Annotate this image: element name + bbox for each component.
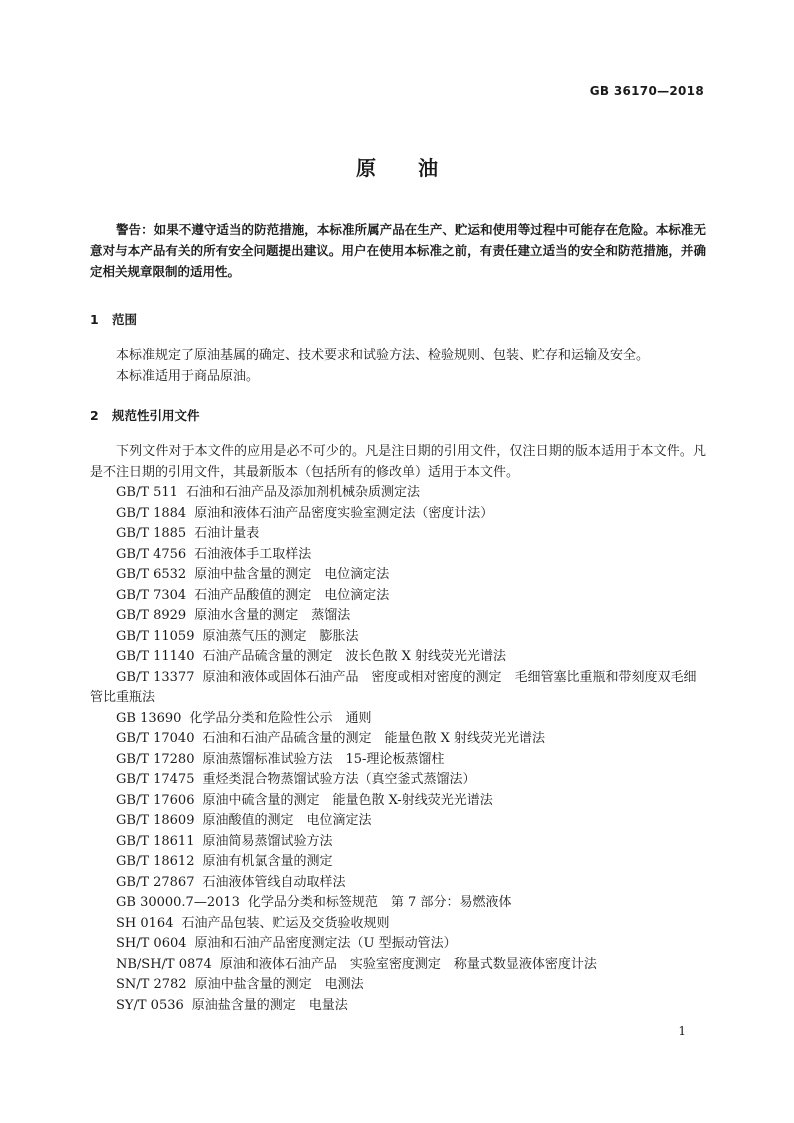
reference-item [90, 791, 706, 812]
reference-item [90, 668, 706, 709]
reference-title: 化学品分类和标签规范 第 7 部分：易燃液体 [247, 895, 512, 910]
reference-code: GB/T 18611 [116, 833, 195, 849]
reference-title: 原油水含量的测定 蒸馏法 [194, 608, 351, 623]
reference-title: 原油盐含量的测定 电量法 [191, 997, 348, 1013]
references-intro-paragraph: 下列文件对于本文件的应用是必不可少的。凡是注日期的引用文件，仅注日期的版本适用于本文件。凡是不注日期的引用文件，其最新版本（包括所有的修改单）适用于本文件。 [90, 444, 706, 480]
section-title: 范围 [112, 312, 138, 327]
reference-code: GB 13690 [116, 710, 182, 726]
reference-code: SY/T 0536 [116, 997, 184, 1013]
reference-item [90, 770, 706, 791]
standard-code-header: GB 36170—2018 [589, 84, 704, 98]
reference-code: SN/T 2782 [116, 977, 187, 992]
reference-code: GB/T 8929 [116, 608, 187, 623]
reference-code: GB/T 17606 [116, 792, 195, 808]
reference-item [90, 873, 706, 894]
reference-title: 石油计量表 [194, 526, 260, 541]
reference-code: GB/T 18609 [116, 813, 195, 828]
reference-title: 石油产品硫含量的测定 波长色散 X 射线荧光光谱法 [202, 649, 507, 664]
reference-item [90, 627, 706, 648]
reference-item [90, 545, 706, 566]
reference-code: GB/T 7304 [116, 587, 187, 603]
reference-code: GB/T 17040 [116, 731, 195, 746]
reference-item [90, 893, 706, 914]
reference-code: GB/T 17280 [116, 751, 195, 767]
reference-item [90, 729, 706, 750]
reference-title: 重烃类混合物蒸馏试验方法（真空釜式蒸馏法） [202, 772, 476, 787]
reference-code: GB/T 511 [116, 485, 178, 500]
reference-title: 原油中盐含量的测定 电位滴定法 [194, 567, 390, 582]
reference-code: GB/T 11059 [116, 628, 195, 644]
reference-code: GB/T 6532 [116, 567, 187, 582]
reference-title: 原油蒸气压的测定 膨胀法 [202, 628, 359, 644]
reference-code: GB 30000.7—2013 [116, 895, 240, 910]
reference-code: GB/T 18612 [116, 854, 195, 869]
reference-title: 原油和液体石油产品 实验室密度测定 称量式数显液体密度计法 [219, 956, 597, 972]
reference-code: GB/T 1885 [116, 526, 187, 541]
reference-item [90, 524, 706, 545]
reference-code: GB/T 27867 [116, 874, 195, 890]
section-number: 2 [90, 408, 99, 423]
reference-item [90, 709, 706, 730]
reference-item [90, 504, 706, 525]
reference-title: 石油产品包装、贮运及交货验收规则 [181, 915, 390, 931]
reference-title: 原油中硫含量的测定 能量色散 X-射线荧光光谱法 [202, 792, 493, 808]
reference-item [90, 852, 706, 873]
document-body [90, 219, 706, 1016]
reference-title: 原油蒸馏标准试验方法 15-理论板蒸馏柱 [202, 751, 445, 767]
section-title: 规范性引用文件 [112, 408, 200, 423]
scope-paragraph: 本标准适用于商品原油。 [116, 368, 260, 384]
reference-title: 石油和石油产品及添加剂机械杂质测定法 [185, 485, 420, 500]
reference-item [90, 914, 706, 935]
warning-paragraph: 警告：如果不遵守适当的防范措施，本标准所属产品在生产、贮运和使用等过程中可能存在危险。本标准无意对与本产品有关的所有安全问题提出建议。用户在使用本标准之前，有责任建立适当的安全和防范措施，并确定相关规章限制的适用性。 [90, 222, 706, 279]
reference-title: 石油液体管线自动取样法 [202, 874, 346, 890]
section-heading-scope [90, 310, 706, 330]
reference-item [90, 586, 706, 607]
page-number: 1 [678, 1024, 686, 1038]
reference-code: GB/T 1884 [116, 505, 187, 521]
reference-code: GB/T 13377 [116, 669, 195, 685]
reference-item [90, 483, 706, 504]
reference-item [90, 647, 706, 668]
reference-item [90, 565, 706, 586]
reference-code: SH 0164 [116, 915, 174, 931]
reference-title: 原油有机氯含量的测定 [202, 854, 333, 869]
reference-title: 石油液体手工取样法 [194, 546, 312, 562]
reference-title: 原油中盐含量的测定 电测法 [194, 977, 364, 992]
reference-title: 原油酸值的测定 电位滴定法 [202, 813, 372, 828]
scope-paragraph: 本标准规定了原油基属的确定、技术要求和试验方法、检验规则、包装、贮存和运输及安全。 [116, 348, 650, 363]
reference-code: SH/T 0604 [116, 936, 187, 951]
reference-code: GB/T 4756 [116, 546, 187, 562]
reference-title: 石油和石油产品硫含量的测定 能量色散 X 射线荧光光谱法 [202, 731, 546, 746]
reference-title: 原油简易蒸馏试验方法 [202, 833, 333, 849]
section-number: 1 [90, 312, 99, 327]
reference-title: 化学品分类和危险性公示 通则 [189, 710, 372, 726]
reference-item [90, 750, 706, 771]
reference-item [90, 996, 706, 1017]
reference-item [90, 832, 706, 853]
reference-code: GB/T 17475 [116, 772, 195, 787]
reference-item [90, 975, 706, 996]
reference-title: 原油和石油产品密度测定法（U 型振动管法） [194, 936, 457, 951]
reference-title: 石油产品酸值的测定 电位滴定法 [194, 587, 390, 603]
reference-item [90, 606, 706, 627]
reference-title: 原油和液体石油产品密度实验室测定法（密度计法） [194, 505, 494, 521]
section-heading-references [90, 406, 706, 426]
reference-item [90, 955, 706, 976]
reference-list [90, 483, 706, 1016]
reference-title: 原油和液体或固体石油产品 密度或相对密度的测定 毛细管塞比重瓶和带刻度双毛细管比重瓶法 [90, 669, 697, 705]
reference-code: NB/SH/T 0874 [116, 956, 212, 972]
page-title: 原油 [356, 156, 480, 180]
reference-item [90, 934, 706, 955]
reference-code: GB/T 11140 [116, 649, 195, 664]
reference-item [90, 811, 706, 832]
